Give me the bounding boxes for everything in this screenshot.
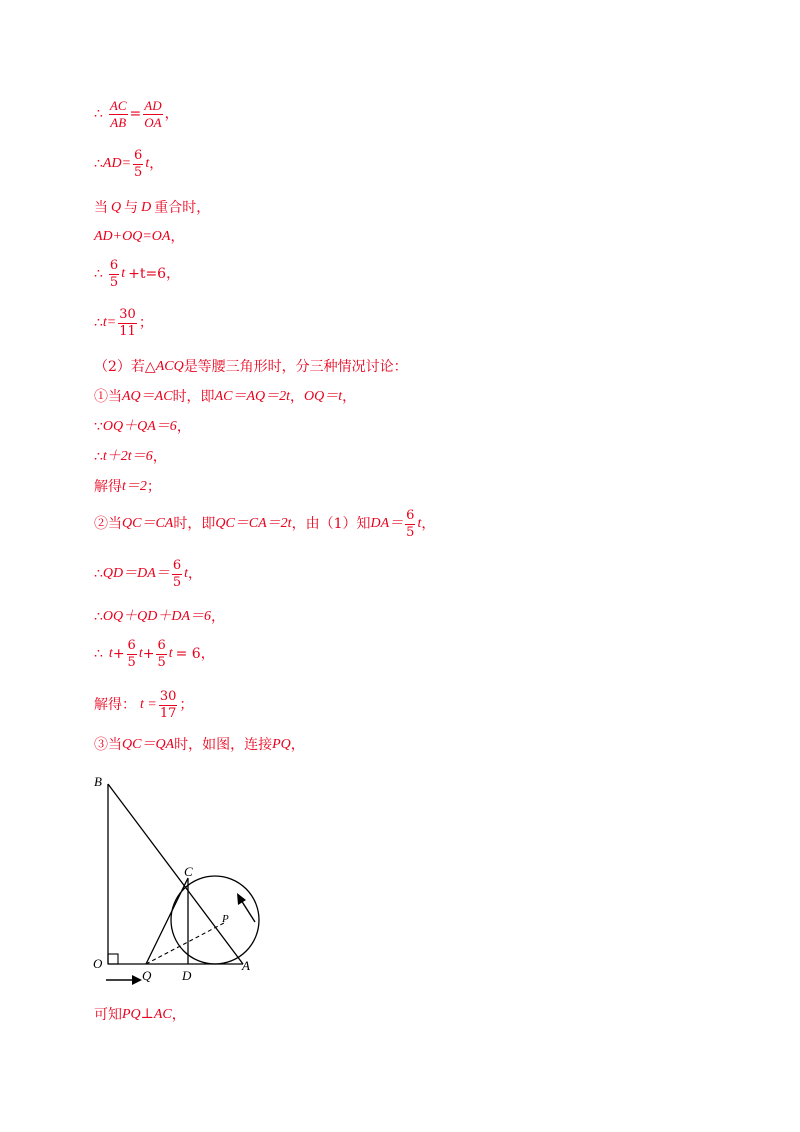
label-d: D [182, 968, 192, 983]
arrow-bottom-head [132, 975, 142, 985]
label-b: B [94, 774, 102, 789]
line-case-3: ③当 QC＝QA 时，如图，连接 PQ ， [94, 737, 305, 753]
fraction-six-fifths: $\frac{6}{5}$ [172, 558, 182, 590]
fraction-ad-oa: $\frac{AD}{OA}$ [144, 98, 162, 130]
fraction-six-fifths: $\frac{6}{5}$ [134, 148, 143, 180]
line-equation-1: ∴ $\frac{6}{5}$ t +t=6， [94, 258, 181, 290]
right-angle-mark [108, 954, 118, 964]
segment-pq [146, 923, 224, 964]
line-case-1: ①当 AQ＝AC 时，即 AC＝AQ＝2t ， OQ＝t ， [94, 389, 357, 405]
line-solve-2: 解得： t = $\frac{30}{17}$ ； [94, 689, 194, 721]
circle-c [171, 876, 259, 964]
line-solve-1: 解得 t＝2 ； [94, 479, 161, 495]
line-ad-value: ∴ AD= $\frac{6}{5}$ t ， [94, 148, 164, 180]
label-q: Q [142, 968, 152, 983]
segment-ba [108, 784, 243, 964]
fraction-six-fifths: $\frac{6}{5}$ [109, 258, 119, 290]
fraction-thirty-seventeenths: $\frac{30}{17}$ [159, 689, 177, 721]
line-equation-2: ∴ t + $\frac{6}{5}$ t + $\frac{6}{5}$ t = 6 ， [94, 638, 215, 670]
line-ad-oq-oa: AD+OQ=OA ， [94, 229, 185, 245]
line-t-2t: ∴ t＋2t＝6 ， [94, 449, 167, 465]
line-oq-qa: ∵ OQ＋QA＝6 ， [94, 419, 191, 435]
line-qd-da: ∴ QD＝DA＝ $\frac{6}{5}$ t ， [94, 558, 202, 590]
line-oq-qd-da: ∴ OQ＋QD＋DA＝6 ， [94, 609, 226, 625]
fraction-six-fifths: $\frac{6}{5}$ [406, 508, 415, 540]
geometry-figure [88, 772, 278, 992]
line-t-result-1: ∴ t= $\frac{30}{11}$ ； [94, 307, 153, 339]
label-p: P [222, 913, 229, 925]
fraction-thirty-elevenths: $\frac{30}{11}$ [119, 307, 136, 339]
line-ratio: ∴ $\frac{AC}{AB}$ = $\frac{AD}{OA}$ ， [94, 98, 179, 130]
fraction-six-fifths: $\frac{6}{5}$ [127, 638, 136, 670]
fraction-six-fifths: $\frac{6}{5}$ [157, 638, 166, 670]
arrow-circle-shaft [241, 900, 255, 922]
line-part-2-heading: （2）若△ ACQ 是等腰三角形时，分三种情况讨论： [94, 359, 408, 375]
line-pq-perpendicular: 可知 PQ⊥AC ， [94, 1007, 186, 1023]
line-q-d-coincide: 当 Q 与 D 重合时， [94, 200, 211, 216]
label-c: C [184, 864, 193, 879]
line-case-2: ②当 QC＝CA 时，即 QC＝CA＝2t ，由（1）知 DA＝ $\frac{6}{5}$ t ， [94, 508, 436, 540]
label-o: O [93, 956, 103, 971]
therefore-symbol: ∴ [94, 106, 103, 123]
arrow-circle-head [237, 893, 246, 905]
label-a: A [242, 958, 250, 973]
fraction-ac-ab: $\frac{AC}{AB}$ [109, 98, 127, 130]
